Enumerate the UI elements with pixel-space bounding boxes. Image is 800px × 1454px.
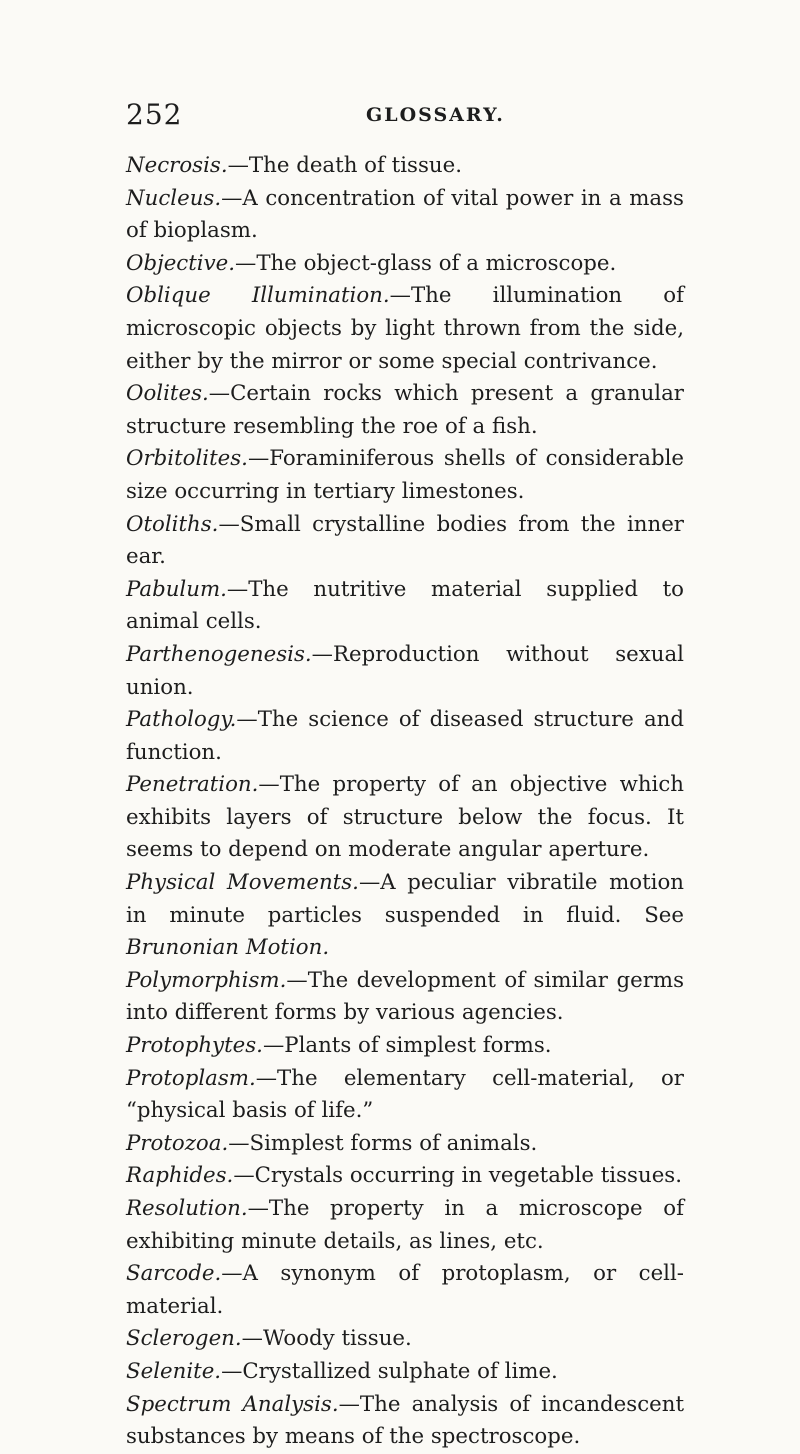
- entry-definition: —Plants of simplest forms.: [262, 1033, 552, 1059]
- entry-term: Selenite.: [126, 1358, 222, 1384]
- entry-term: Spectrum Analysis.: [126, 1391, 339, 1417]
- entry-definition: —Woody tissue.: [241, 1326, 412, 1352]
- entry-definition: —The property in a microscope of exhibiting minute details, as lines, etc.: [126, 1196, 684, 1254]
- glossary-entry: [126, 509, 684, 574]
- entry-definition: —The death of tissue.: [227, 153, 462, 178]
- glossary-entry: [126, 1193, 684, 1258]
- glossary-entries: [126, 150, 684, 1454]
- entry-term: Sclerogen.: [126, 1326, 242, 1352]
- entry-definition: —Small crystalline bodies from the inner ear.: [126, 511, 684, 570]
- running-head: GLOSSARY.: [366, 104, 505, 126]
- entry-term: Pathology.: [126, 707, 237, 733]
- entry-term: Pabulum.: [126, 576, 227, 602]
- entry-definition: —The development of similar germs into different forms by various agencies.: [126, 967, 684, 1026]
- glossary-entry: [126, 443, 684, 508]
- glossary-entry: [126, 867, 684, 965]
- entry-term: Otoliths.: [126, 511, 219, 537]
- entry-definition: —Crystallized sulphate of lime.: [221, 1358, 558, 1384]
- entry-definition: —The analysis of incandescent substances by means of the spectroscope.: [126, 1391, 685, 1450]
- glossary-entry: [126, 1063, 684, 1128]
- entry-definition: —A synonym of protoplasm, or cell-material.: [126, 1261, 684, 1319]
- glossary-entry: [126, 248, 684, 281]
- glossary-entry: [126, 1389, 684, 1454]
- entry-term: Penetration.: [126, 772, 259, 798]
- entry-definition: —The science of diseased structure and function.: [126, 707, 684, 765]
- entry-term: Polymorphism.: [126, 967, 287, 993]
- entry-definition: —Reproduction without sexual union.: [126, 641, 684, 700]
- glossary-entry: [126, 1323, 684, 1356]
- glossary-entry: [126, 1128, 684, 1161]
- entry-term: Oolites.: [126, 381, 209, 407]
- entry-term: Sarcode.: [126, 1261, 222, 1287]
- entry-term: Oblique Illumination.: [126, 283, 390, 309]
- glossary-entry: [126, 965, 684, 1030]
- glossary-entry: [126, 1030, 684, 1063]
- glossary-entry: [126, 280, 684, 378]
- entry-definition: —Foraminiferous shells of considerable size occurring in tertiary limestones.: [126, 446, 684, 504]
- glossary-entry: [126, 150, 684, 183]
- glossary-entry: [126, 378, 684, 443]
- entry-definition: —Certain rocks which present a granular structure resembling the roe of a fish.: [126, 381, 684, 439]
- cross-reference: Brunonian Motion.: [126, 935, 330, 961]
- entry-term: Orbitolites.: [126, 446, 248, 472]
- glossary-entry: [126, 1160, 684, 1193]
- entry-definition: —The nutritive material supplied to animal cells.: [126, 576, 684, 635]
- glossary-entry: [126, 639, 684, 704]
- entry-definition: —A peculiar vibratile motion in minute particles suspended in fluid. See: [126, 870, 684, 928]
- glossary-entry: [126, 183, 684, 248]
- entry-term: Nucleus.: [126, 185, 222, 211]
- entry-term: Protophytes.: [126, 1033, 263, 1059]
- entry-term: Resolution.: [126, 1196, 248, 1221]
- entry-term: Physical Movements.: [126, 870, 359, 896]
- glossary-entry: [126, 574, 684, 639]
- entry-term: Raphides.: [126, 1163, 234, 1189]
- entry-term: Necrosis.: [126, 153, 228, 178]
- entry-definition: —Crystals occurring in vegetable tissues.: [233, 1163, 682, 1189]
- entry-definition: —The property of an objective which exhibits layers of structure below the focus. It seems to depend on moderate angular aperture.: [126, 772, 684, 863]
- glossary-entry: [126, 1258, 684, 1323]
- entry-definition: —Simplest forms of animals.: [228, 1130, 538, 1156]
- entry-term: Objective.: [126, 250, 236, 276]
- entry-definition: —The elementary cell-material, or “physical basis of life.”: [126, 1065, 684, 1124]
- entry-definition: —The object-glass of a microscope.: [235, 250, 617, 276]
- entry-definition: —A concentration of vital power in a mass of bioplasm.: [126, 185, 684, 244]
- glossary-entry: [126, 704, 684, 769]
- entry-term: Parthenogenesis.: [126, 641, 312, 667]
- page-number: 252: [126, 98, 183, 131]
- entry-definition: —The illumination of microscopic objects by light thrown from the side, either by the mirror or some special contrivance.: [126, 283, 684, 374]
- entry-term: Protozoa.: [126, 1130, 229, 1156]
- glossary-entry: [126, 769, 684, 867]
- glossary-entry: [126, 1356, 684, 1389]
- page-header: [126, 98, 686, 138]
- entry-term: Protoplasm.: [126, 1065, 256, 1091]
